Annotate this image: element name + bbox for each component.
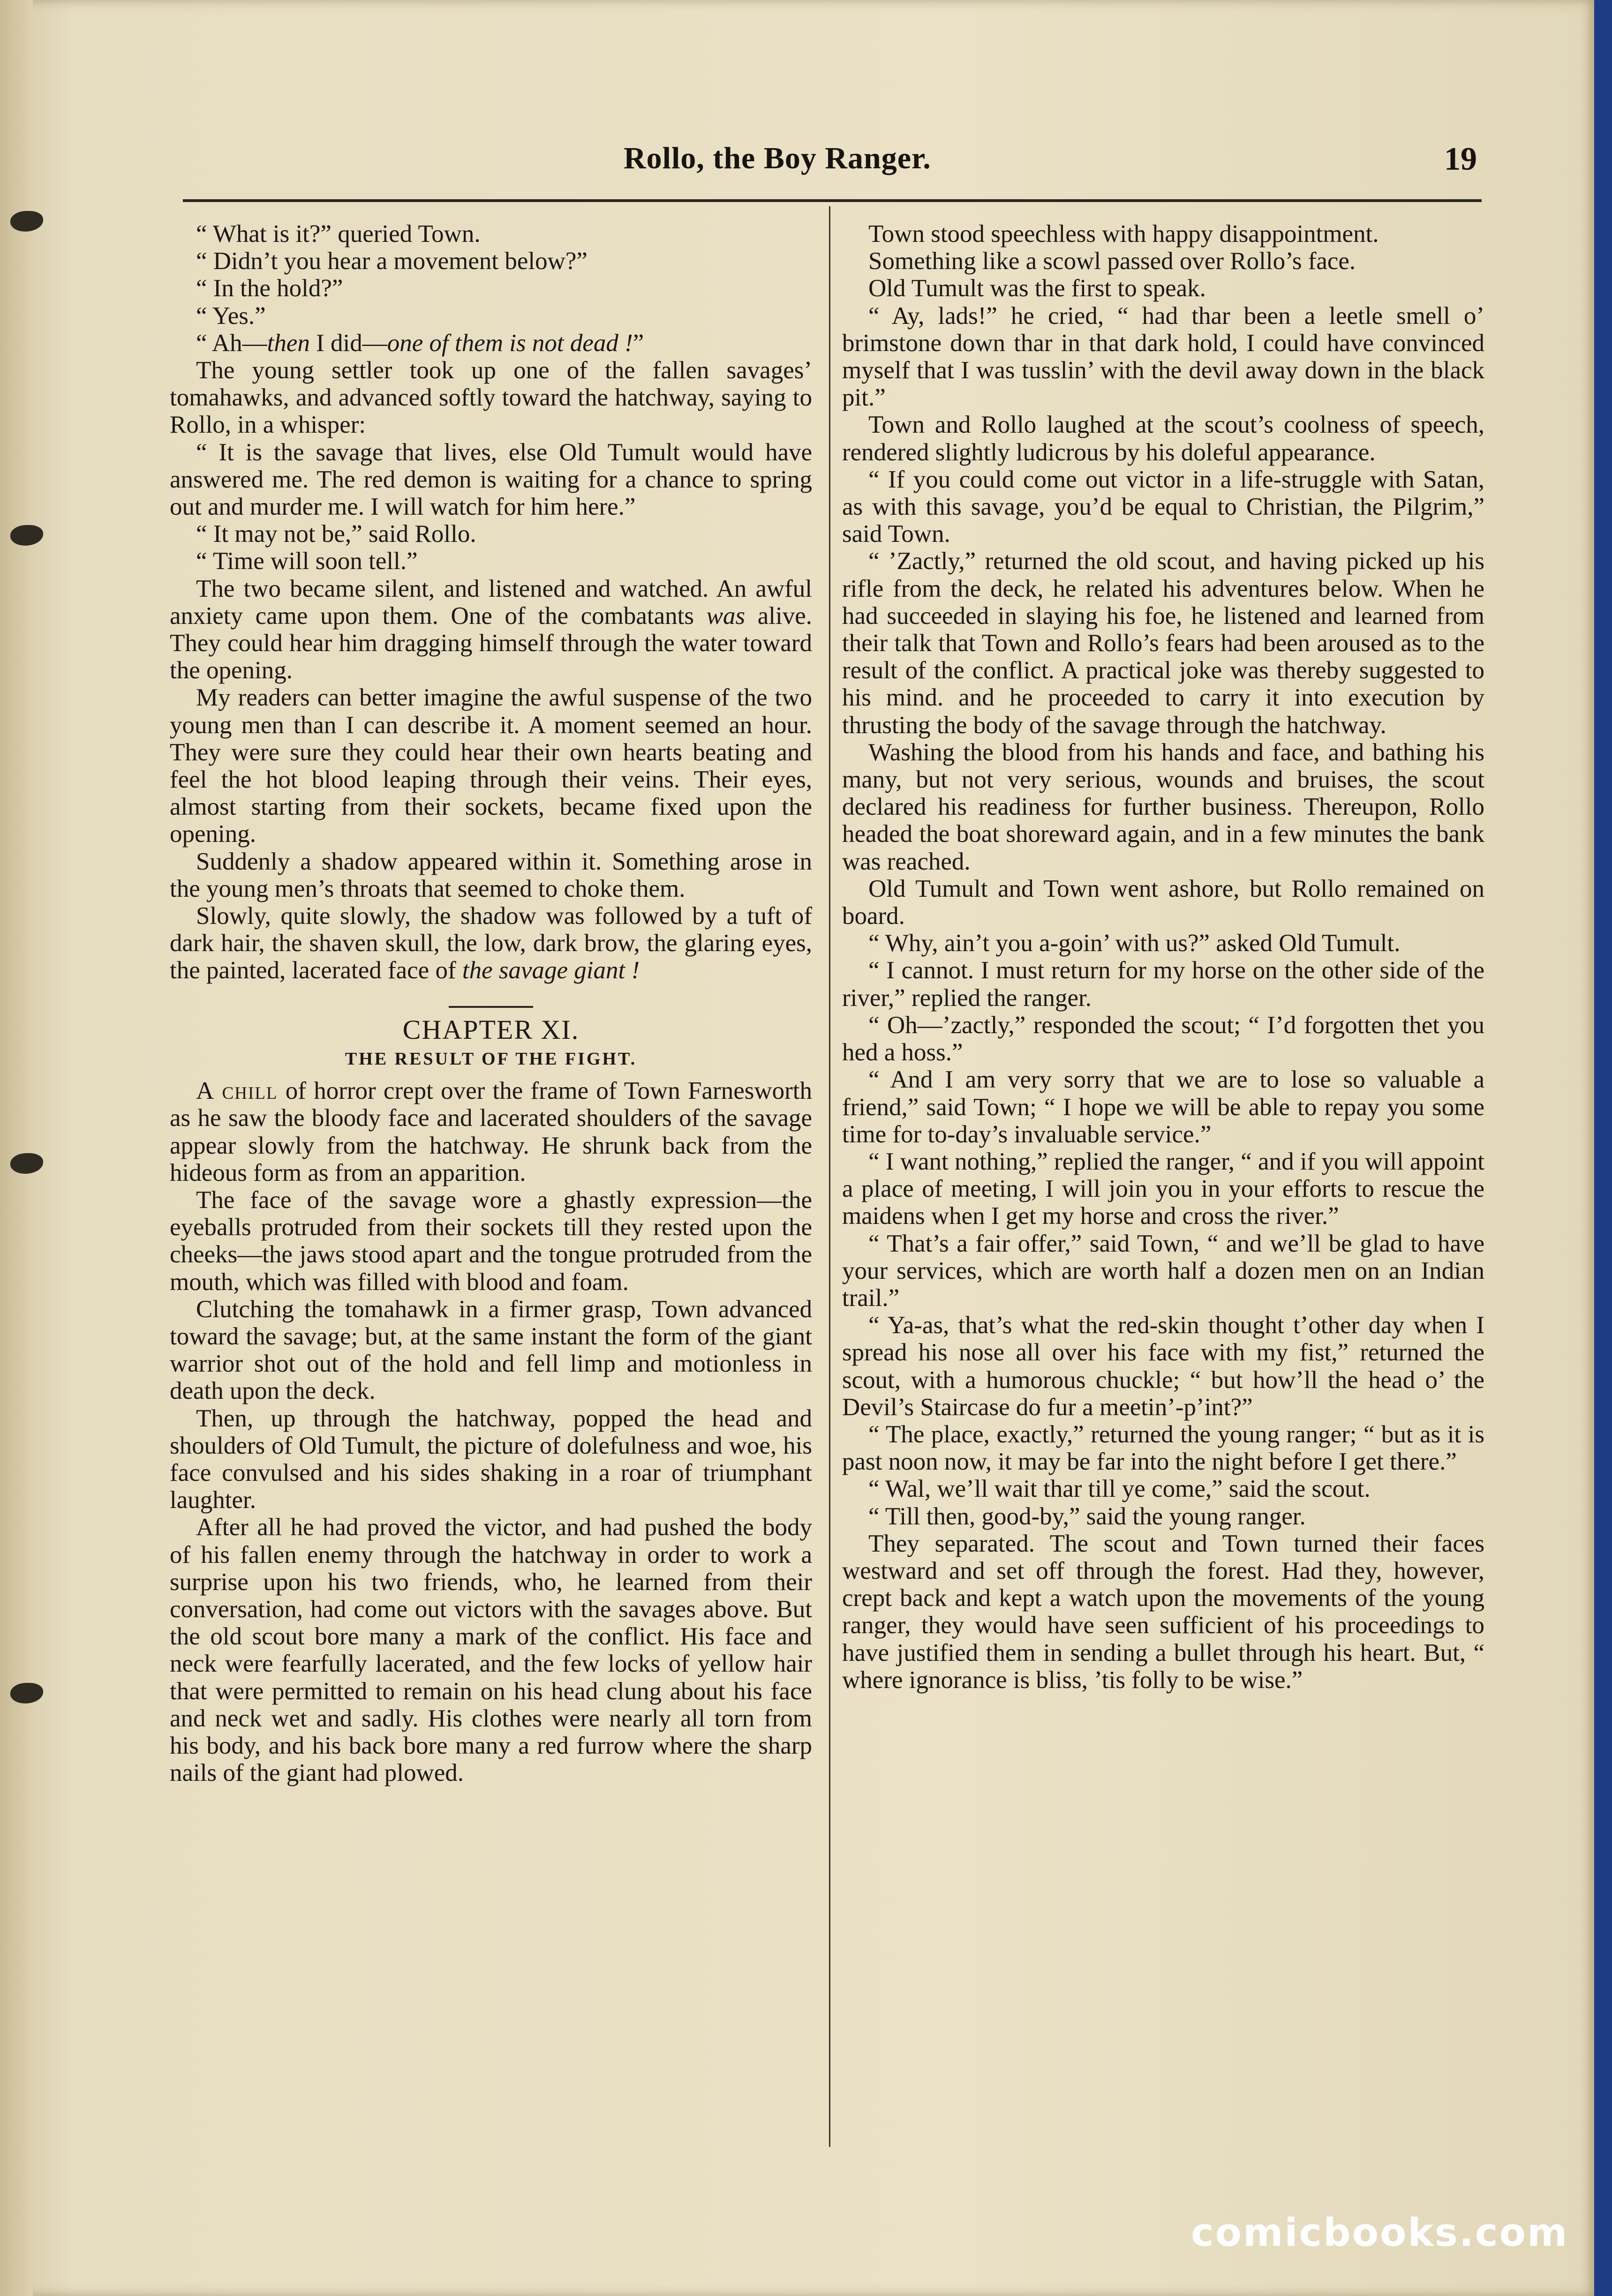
paragraph: “ Till then, good-by,” said the young ranger. xyxy=(868,1502,1306,1530)
drop-words: A chill xyxy=(196,1077,278,1105)
paragraph: “ If you could come out victor in a life-struggle with Satan, as with this savage, you’d be equal to Christian, the Pilgrim,” said Town. xyxy=(842,465,1484,548)
paragraph xyxy=(170,1077,812,1186)
paragraph: Town and Rollo laughed at the scout’s coolness of speech, rendered slightly ludicrous by his doleful appearance. xyxy=(842,411,1484,466)
binding-hole-icon xyxy=(10,1683,57,1711)
header-rule xyxy=(183,199,1482,202)
binding-holes xyxy=(0,0,66,2296)
paragraph: “ What is it?” queried Town. xyxy=(196,220,481,248)
paragraph: “ Why, ain’t you a-goin’ with us?” asked Old Tumult. xyxy=(868,930,1401,957)
paragraph: The face of the savage wore a ghastly expression—the eyeballs protruded from their sockets till they rested upon the cheeks—the jaws stood apart and the tongue protruded from the mouth, which was filled with blood and foam. xyxy=(170,1186,812,1296)
paragraph: “ I want nothing,” replied the ranger, “ and if you will appoint a place of meeting, I will join you in your efforts to rescue the maidens when I get my horse and cross the river.” xyxy=(842,1148,1484,1230)
paragraph: “ Oh—’zactly,” responded the scout; “ I’d forgotten thet you hed a hoss.” xyxy=(842,1011,1484,1066)
paragraph: “ The place, exactly,” returned the young ranger; “ but as it is past noon now, it may be far into the night before I get there.” xyxy=(842,1420,1484,1476)
paragraph: Suddenly a shadow appeared within it. Something arose in the young men’s throats that seemed to choke them. xyxy=(170,848,812,902)
paragraph: “ ’Zactly,” returned the old scout, and having picked up his rifle from the deck, he related his adventures below. When he had succeeded in slaying his foe, he listened and learned from their talk that Town and Rollo’s fears had been aroused as to the result of the conflict. A practical joke was thereby suggested to his mind. and he proceeded to carry it into execution by thrusting the body of the savage through the hatchway. xyxy=(842,548,1484,739)
paragraph: They separated. The scout and Town turned their faces westward and set off through the forest. Had they, however, crept back and kept a watch upon the movements of the young ranger, they would have seen sufficient of his proceedings to have justified them in sending a bullet through his heart. But, “ where ignorance is bliss, ’tis folly to be wise.” xyxy=(842,1530,1484,1694)
paragraph xyxy=(170,575,812,684)
italic-text: then xyxy=(267,329,310,357)
paragraph xyxy=(170,902,812,984)
italic-text: was xyxy=(706,602,746,630)
column-divider xyxy=(829,206,830,2147)
text-run: alive. They could hear him dragging himself through the water toward the opening. xyxy=(170,602,813,684)
left-column xyxy=(170,220,812,1786)
text-run: I did— xyxy=(309,329,387,357)
paragraph: “ It may not be,” said Rollo. xyxy=(196,520,476,548)
italic-text: one of them is not dead ! xyxy=(387,329,633,357)
paragraph: Then, up through the hatchway, popped the head and shoulders of Old Tumult, the picture of dolefulness and woe, his face convulsed and his sides shaking in a roar of triumphant laughter. xyxy=(170,1404,812,1514)
paragraph: “ And I am very sorry that we are to lose so valuable a friend,” said Town; “ I hope we will be able to repay you some time for to-day’s invaluable service.” xyxy=(842,1066,1484,1148)
text-run: Slowly, quite slowly, the shadow was followed by a tuft of dark hair, the shaven skull, the low, dark brow, the glaring eyes, the painted, lacerated face of xyxy=(170,902,812,984)
paragraph: Washing the blood from his hands and face, and bathing his many, but not very serious, wounds and bruises, the scout declared his readiness for further business. Thereupon, Rollo headed the boat shoreward again, and in a few minutes the bank was reached. xyxy=(842,738,1484,875)
paragraph: “ Didn’t you hear a movement below?” xyxy=(196,248,588,275)
text-run: The two became silent, and listened and watched. An awful anxiety came upon them. One of the combatants xyxy=(170,575,812,630)
paragraph: Old Tumult and Town went ashore, but Rollo remained on board. xyxy=(842,875,1484,930)
paragraph: After all he had proved the victor, and had pushed the body of his fallen enemy through the hatchway in order to work a surprise upon his two friends, who, he learned from their conversation, had come out victors with the savages above. But the old scout bore many a mark of the conflict. His face and neck were fearfully lacerated, and the few locks of yellow hair that were permitted to remain on his head clung about his face and neck wet and sadly. His clothes were nearly all torn from his body, and his back bore many a red furrow where the sharp nails of the giant had plowed. xyxy=(170,1514,812,1787)
binding-hole-icon xyxy=(10,525,57,553)
paragraph: “ It is the savage that lives, else Old Tumult would have answered me. The red demon is waiting for a chance to spring out and murder me. I will watch for him here.” xyxy=(170,438,812,521)
binding-hole-icon xyxy=(10,1153,57,1181)
paragraph: Old Tumult was the first to speak. xyxy=(868,275,1206,302)
chapter-title: CHAPTER XI. xyxy=(402,1014,580,1045)
running-header xyxy=(183,141,1491,192)
paragraph: “ That’s a fair offer,” said Town, “ and we’ll be glad to have your services, which are worth half a dozen men on an Indian trail.” xyxy=(842,1230,1484,1312)
paragraph: The young settler took up one of the fallen savages’ tomahawks, and advanced softly toward the hatchway, saying to Rollo, in a whisper: xyxy=(170,357,812,439)
binding-hole-icon xyxy=(10,211,57,239)
paragraph: “ In the hold?” xyxy=(196,275,343,302)
paragraph: “ Ay, lads!” he cried, “ had thar been a leetle smell o’ brimstone down thar in that dark hold, I could have convinced myself that I was tusslin’ with the devil away down in the black pit.” xyxy=(842,302,1484,412)
text-run: “ Ah— xyxy=(196,329,267,357)
paragraph xyxy=(170,330,812,357)
page-number: 19 xyxy=(1444,141,1477,177)
paragraph: “ Yes.” xyxy=(196,302,266,330)
paragraph: “ Ya-as, that’s what the red-skin thought t’other day when I spread his nose all over his face with my fist,” returned the scout, with a humorous chuckle; “ but how’ll the head o’ the Devil’s Staircase do fur a meetin’-p’int?” xyxy=(842,1312,1484,1421)
paragraph: Clutching the tomahawk in a firmer grasp, Town advanced toward the savage; but, at the same instant the form of the giant warrior shot out of the hold and fell limp and motionless in death upon the deck. xyxy=(170,1295,812,1405)
watermark-text: comicbooks.com xyxy=(1191,2211,1569,2255)
paragraph: My readers can better imagine the awful suspense of the two young men than I can describe it. A moment seemed an hour. They were sure they could hear their own hearts beating and feel the hot blood leaping through their veins. Their eyes, almost starting from their sockets, became fixed upon the opening. xyxy=(170,684,812,848)
text-run: of horror crept over the frame of Town Farnesworth as he saw the bloody face and lacerated shoulders of the savage appear slowly from the hatchway. He shrunk back from the hideous form as from an apparition. xyxy=(170,1077,812,1186)
paragraph: “ I cannot. I must return for my horse on the other side of the river,” replied the ranger. xyxy=(842,957,1484,1012)
paragraph: “ Wal, we’ll wait thar till ye come,” said the scout. xyxy=(868,1475,1371,1503)
paragraph: “ Time will soon tell.” xyxy=(196,548,418,575)
text-run: ” xyxy=(633,329,644,357)
chapter-subtitle: THE RESULT OF THE FIGHT. xyxy=(345,1049,637,1069)
right-column xyxy=(842,220,1484,1694)
italic-text: the savage giant ! xyxy=(462,957,640,984)
paragraph: Town stood speechless with happy disappointment. xyxy=(868,220,1379,248)
running-title: Rollo, the Boy Ranger. xyxy=(624,141,931,175)
paragraph: Something like a scowl passed over Rollo’s face. xyxy=(868,248,1356,275)
section-separator xyxy=(170,984,812,1013)
